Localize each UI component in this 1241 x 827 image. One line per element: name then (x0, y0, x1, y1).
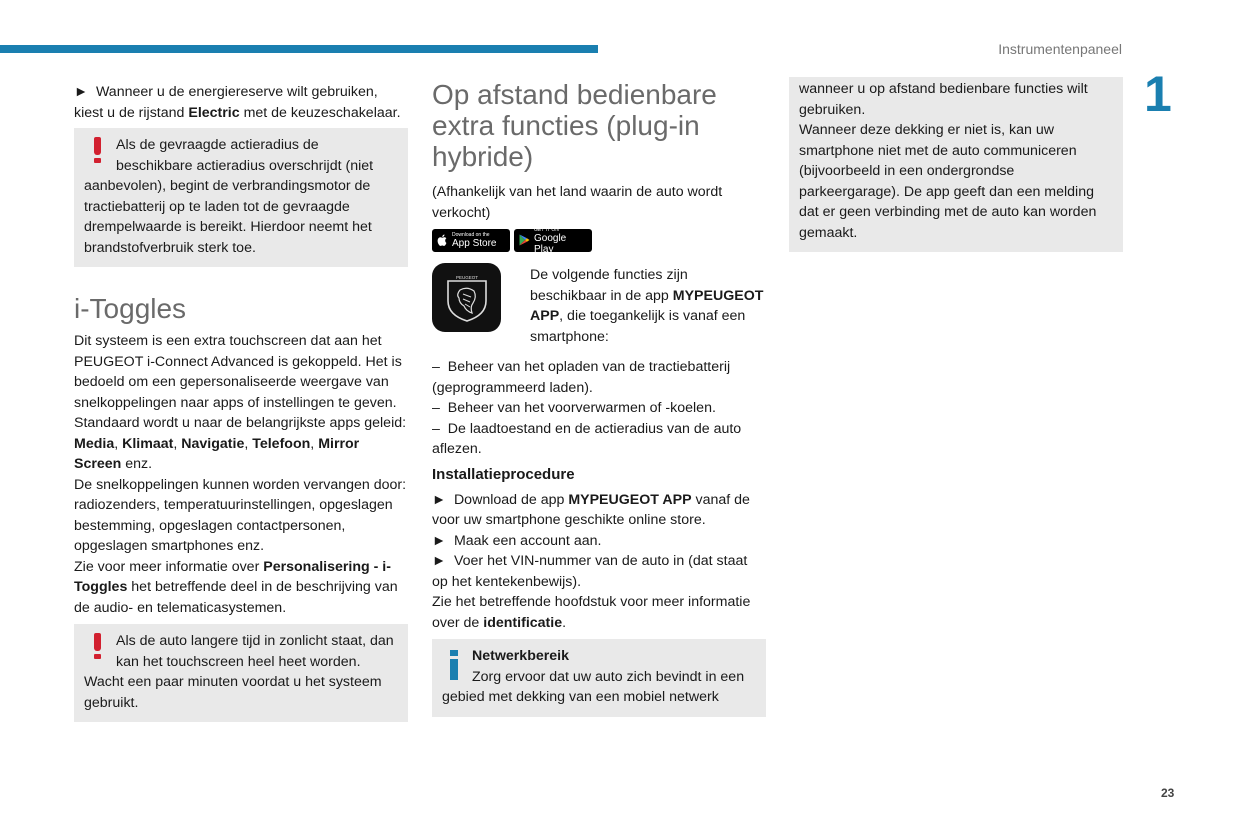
page-number: 23 (1161, 786, 1175, 800)
install-heading: Installatieprocedure (432, 465, 575, 483)
feature-item: – Beheer van het opladen van de tractiebatterij (geprogrammeerd laden). (432, 357, 766, 398)
feature-item: – Beheer van het voorverwarmen of -koelen. (432, 398, 766, 419)
ref-end: . (562, 614, 567, 631)
app-store-label: App Store (452, 238, 497, 249)
ref-bold: identificatie (483, 614, 563, 631)
google-play-label: Google Play (534, 232, 567, 255)
identification-reference (432, 592, 766, 633)
app-media: Media (74, 435, 115, 452)
itoggles-shortcuts: De snelkoppelingen kunnen worden vervangen door: radiozenders, temperatuurinstellingen, opgeslagen bestemming, opgeslagen contactpersonen, opgeslagen smartphones enz. (74, 476, 407, 554)
chapter-number: 1 (1144, 66, 1172, 122)
install-step-3: ► Voer het VIN-nummer van de auto in (dat staat op het kentekenbewijs). (432, 551, 766, 592)
instruction-text-end: met de keuzeschakelaar. (239, 104, 401, 121)
default-apps-intro: Standaard wordt u naar de belangrijkste apps geleid: (74, 415, 407, 431)
reference-intro: Zie voor meer informatie over (74, 558, 264, 575)
app-description (530, 265, 766, 347)
section-title: Instrumentenpaneel (998, 41, 1122, 57)
ref-intro: Zie het betreffende hoofdstuk voor meer informatie over de (432, 594, 751, 631)
app-telefoon: Telefoon (252, 435, 311, 452)
warning-text: Als de auto langere tijd in zonlicht staat, dan kan het touchscreen heel heet worden. Wacht een paar minuten voordat u het systeem gebruikt. (84, 633, 394, 711)
itoggles-default-apps: Standaard wordt u naar de belangrijkste apps geleid: Media, Klimaat, Navigatie, Telefoon, Mirror Screen enz. (74, 415, 407, 472)
feature-list (432, 357, 766, 460)
app-klimaat: Klimaat (122, 435, 174, 452)
info-icon (442, 646, 472, 680)
step1-end: vanaf de voor uw smartphone geschikte online store. (432, 491, 750, 528)
install-step-2: ► Maak een account aan. (432, 531, 766, 552)
section-heading-itoggles: i-Toggles (74, 293, 187, 324)
default-apps-end: enz. (121, 456, 153, 472)
column-right (789, 82, 1123, 252)
section-heading-remote-functions: Op afstand bedienbare extra functies (plug-in hybride) (432, 79, 717, 172)
itoggles-reference (74, 557, 408, 619)
app-navigatie: Navigatie (181, 435, 245, 452)
instruction-bold: Electric (188, 104, 240, 121)
energy-reserve-instruction (74, 82, 408, 123)
google-play-small-label: GET IT ON (534, 226, 559, 233)
store-badges (432, 226, 766, 255)
app-name: MYPEUGEOT APP (530, 287, 764, 324)
warning-box-range (74, 128, 408, 267)
install-step-1 (432, 490, 766, 531)
step1-intro: Download de app (453, 491, 569, 508)
info-box-continued (789, 77, 1123, 252)
reference-end: het betreffende deel in de beschrijving van de audio- en telematicasystemen. (74, 579, 398, 616)
warning-exclamation-icon (84, 135, 114, 165)
warning-box-heat (74, 624, 408, 722)
google-play-badge[interactable] (514, 226, 592, 255)
info-text: Zorg ervoor dat uw auto zich bevindt in een gebied met dekking van een mobiel netwerk (442, 668, 745, 705)
reference-bold: Personalisering - i-Toggles (74, 558, 391, 595)
app-store-badge[interactable] (432, 229, 510, 252)
warning-exclamation-icon (84, 631, 114, 661)
peugeot-lion-icon (444, 273, 490, 323)
logo-wordmark: PEUGEOT (455, 274, 478, 280)
country-note: (Afhankelijk van het land waarin de auto wordt verkocht) (432, 184, 723, 221)
step1-app-name: MYPEUGEOT APP (568, 491, 692, 508)
feature-item: – De laadtoestand en de actieradius van de auto aflezen. (432, 419, 766, 460)
column-left (74, 82, 408, 722)
info-title: Netwerkbereik (472, 648, 569, 664)
app-desc-end: , die toegankelijk is vanaf een smartphone: (530, 308, 746, 345)
peugeot-app-icon (432, 263, 501, 332)
itoggles-description: Dit systeem is een extra touchscreen dat aan het PEUGEOT i-Connect Advanced is gekoppeld. Het is bedoeld om een gepersonaliseerde weergave van snelkoppelingen naar apps of instellingen te geven. (74, 333, 402, 411)
warning-text: Als de gevraagde actieradius de beschikbare actieradius overschrijdt (niet aanbevolen), begint de verbrandingsmotor de tractiebatterij op te laden tot de gevraagde drempelwaarde is bereikt. Hierdoor neemt het brandstofverbruik sterk toe. (84, 137, 374, 256)
app-desc-intro: De volgende functies zijn beschikbaar in de app (530, 267, 688, 304)
apple-icon (437, 234, 448, 248)
info-box-network (432, 639, 766, 717)
continued-text: wanneer u op afstand bedienbare functies wilt gebruiken. (799, 81, 1088, 118)
header-accent-bar (0, 45, 598, 53)
instruction-text: Wanneer u de energiereserve wilt gebruiken, kiest u de rijstand (74, 84, 378, 121)
continued-text-2: Wanneer deze dekking er niet is, kan uw smartphone niet met de auto communiceren (bijvoorbeeld in een ondergrondse parkeergarage). De app geeft dan een melding dat er geen verbinding met de auto kan worden gemaakt. (799, 122, 1097, 241)
app-mirror-screen: Mirror Screen (74, 435, 360, 472)
app-info-row (432, 263, 766, 347)
app-store-small-label: Download on the (452, 232, 490, 238)
google-play-icon (519, 234, 530, 248)
column-middle (432, 79, 766, 717)
